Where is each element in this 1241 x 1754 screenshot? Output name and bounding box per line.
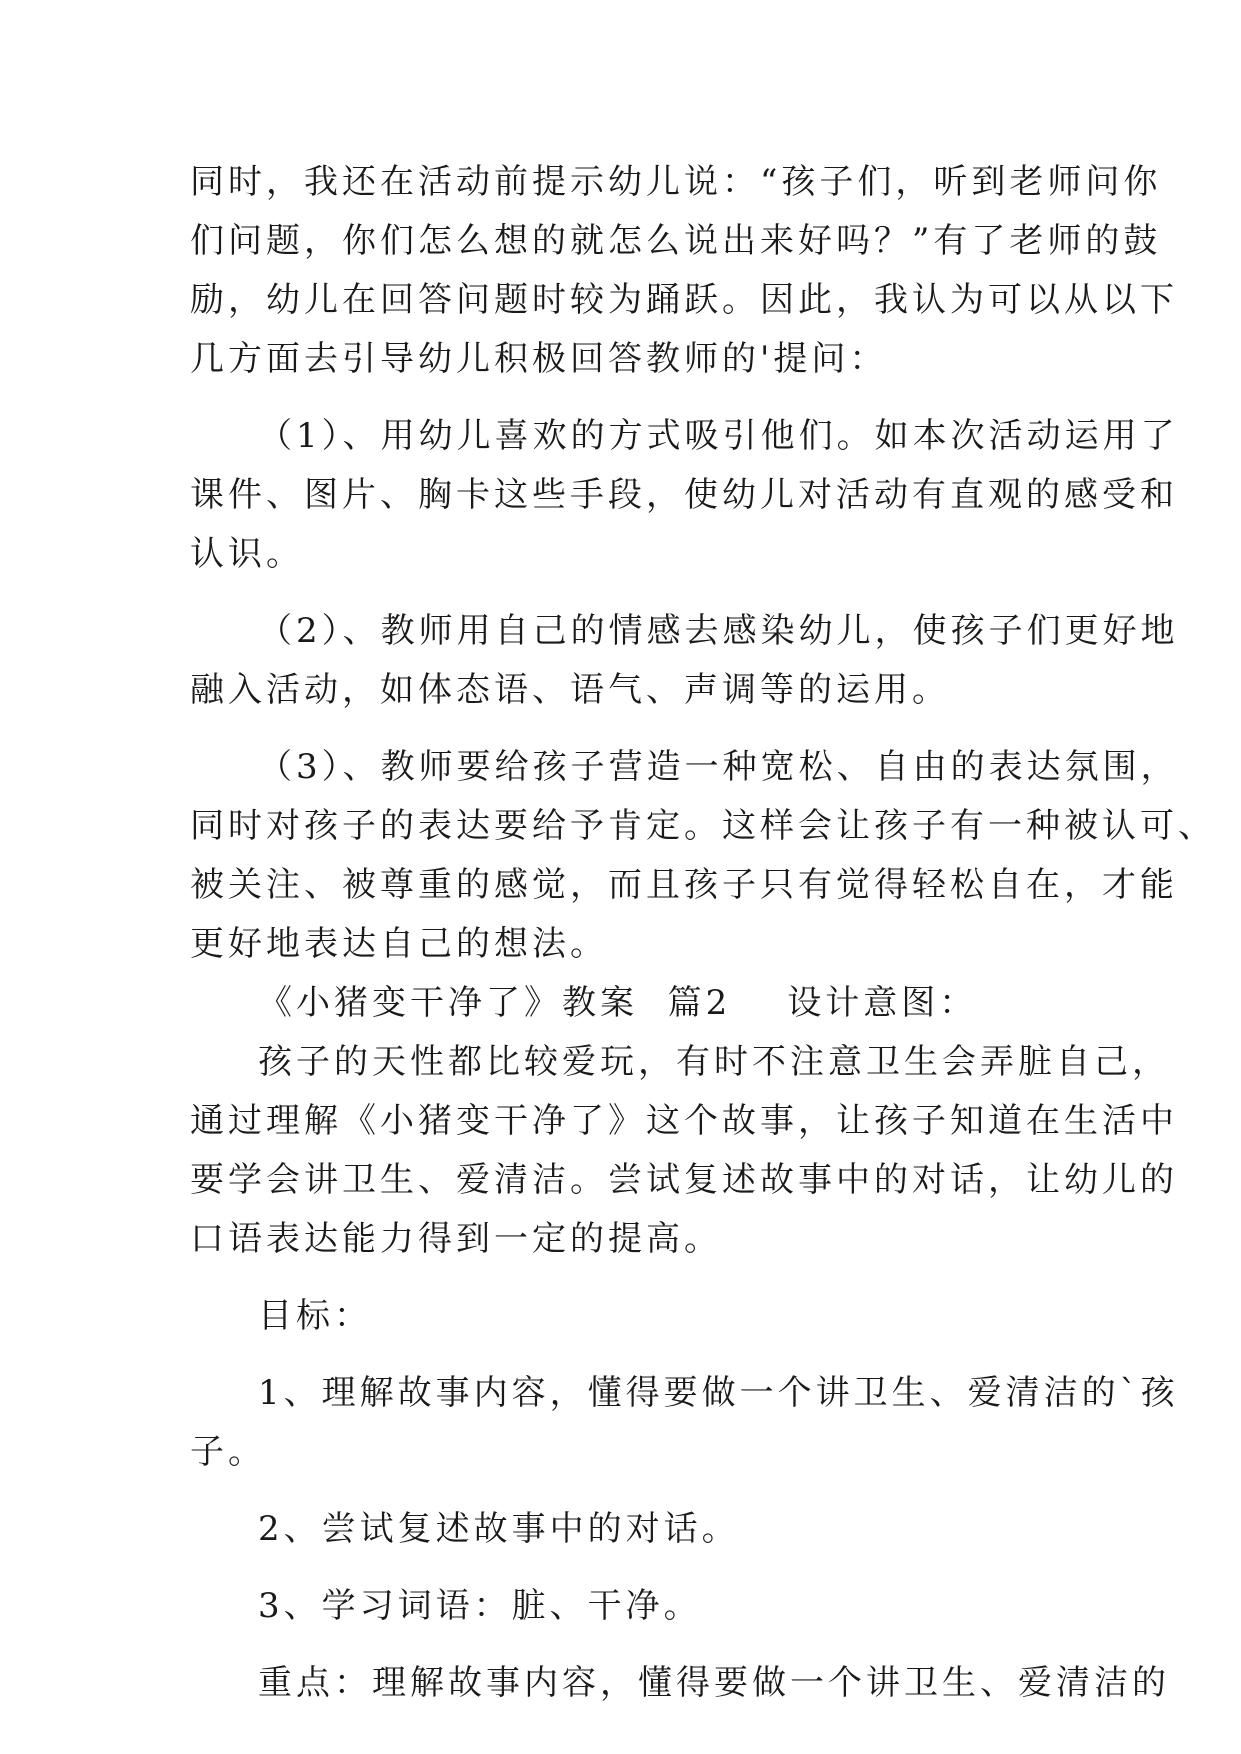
text-line: 融入活动，如体态语、语气、声调等的运用。 xyxy=(190,670,950,710)
paragraph-point-1 xyxy=(190,407,1179,584)
text-line: 课件、图片、胸卡这些手段，使幼儿对活动有直观的感受和 xyxy=(190,475,1178,515)
text-line: 目标： xyxy=(258,1296,372,1336)
paragraph-encouragement xyxy=(190,153,1178,389)
goal-item-3 xyxy=(190,1577,1060,1636)
paragraph-point-3 xyxy=(190,738,1216,974)
key-point xyxy=(190,1654,1170,1713)
text-line: 1、理解故事内容，懂得要做一个讲卫生、爱清洁的`孩 xyxy=(258,1373,1179,1413)
paragraph-design-intent xyxy=(190,1033,1178,1269)
text-line: 通过理解《小猪变干净了》这个故事，让孩子知道在生活中 xyxy=(190,1101,1178,1141)
text-line: 孩子的天性都比较爱玩，有时不注意卫生会弄脏自己， xyxy=(258,1042,1170,1082)
text-line: （1）、用幼儿喜欢的方式吸引他们。如本次活动运用了 xyxy=(258,416,1179,456)
paragraph-point-2 xyxy=(190,602,1179,720)
text-line: 认识。 xyxy=(190,534,304,574)
text-line: （2）、教师用自己的情感去感染幼儿，使孩子们更好地 xyxy=(258,611,1179,651)
goal-item-2 xyxy=(190,1500,1060,1559)
text-line: 被关注、被尊重的感觉，而且孩子只有觉得轻松自在，才能 xyxy=(190,865,1178,905)
document-body xyxy=(190,153,1216,1713)
text-line: 口语表达能力得到一定的提高。 xyxy=(190,1219,722,1259)
text-line: 2、尝试复述故事中的对话。 xyxy=(258,1509,740,1549)
text-line: 3、学习词语：脏、干净。 xyxy=(258,1586,702,1626)
text-line: （3）、教师要给孩子营造一种宽松、自由的表达氛围， xyxy=(258,747,1179,787)
section-heading xyxy=(190,974,1060,1033)
text-line: 们问题，你们怎么想的就怎么说出来好吗？”有了老师的鼓 xyxy=(190,221,1162,261)
text-line: 励，幼儿在回答问题时较为踊跃。因此，我认为可以从以下 xyxy=(190,280,1178,320)
goals-heading xyxy=(190,1287,1060,1346)
lesson-plan-title: 《小猪变干净了》教案 篇2 xyxy=(258,983,732,1023)
text-line: 更好地表达自己的想法。 xyxy=(190,924,608,964)
text-line: 几方面去引导幼儿积极回答教师的'提问： xyxy=(190,339,888,379)
goal-item-1 xyxy=(190,1364,1179,1482)
text-line: 同时，我还在活动前提示幼儿说：“孩子们，听到老师问你 xyxy=(190,162,1162,202)
text-line: 重点：理解故事内容，懂得要做一个讲卫生、爱清洁的 xyxy=(258,1663,1170,1703)
design-intent-label: 设计意图： xyxy=(787,983,978,1023)
text-line: 同时对孩子的表达要给予肯定。这样会让孩子有一种被认可、 xyxy=(190,806,1216,846)
text-line: 子。 xyxy=(190,1432,266,1472)
text-line: 要学会讲卫生、爱清洁。尝试复述故事中的对话，让幼儿的 xyxy=(190,1160,1178,1200)
